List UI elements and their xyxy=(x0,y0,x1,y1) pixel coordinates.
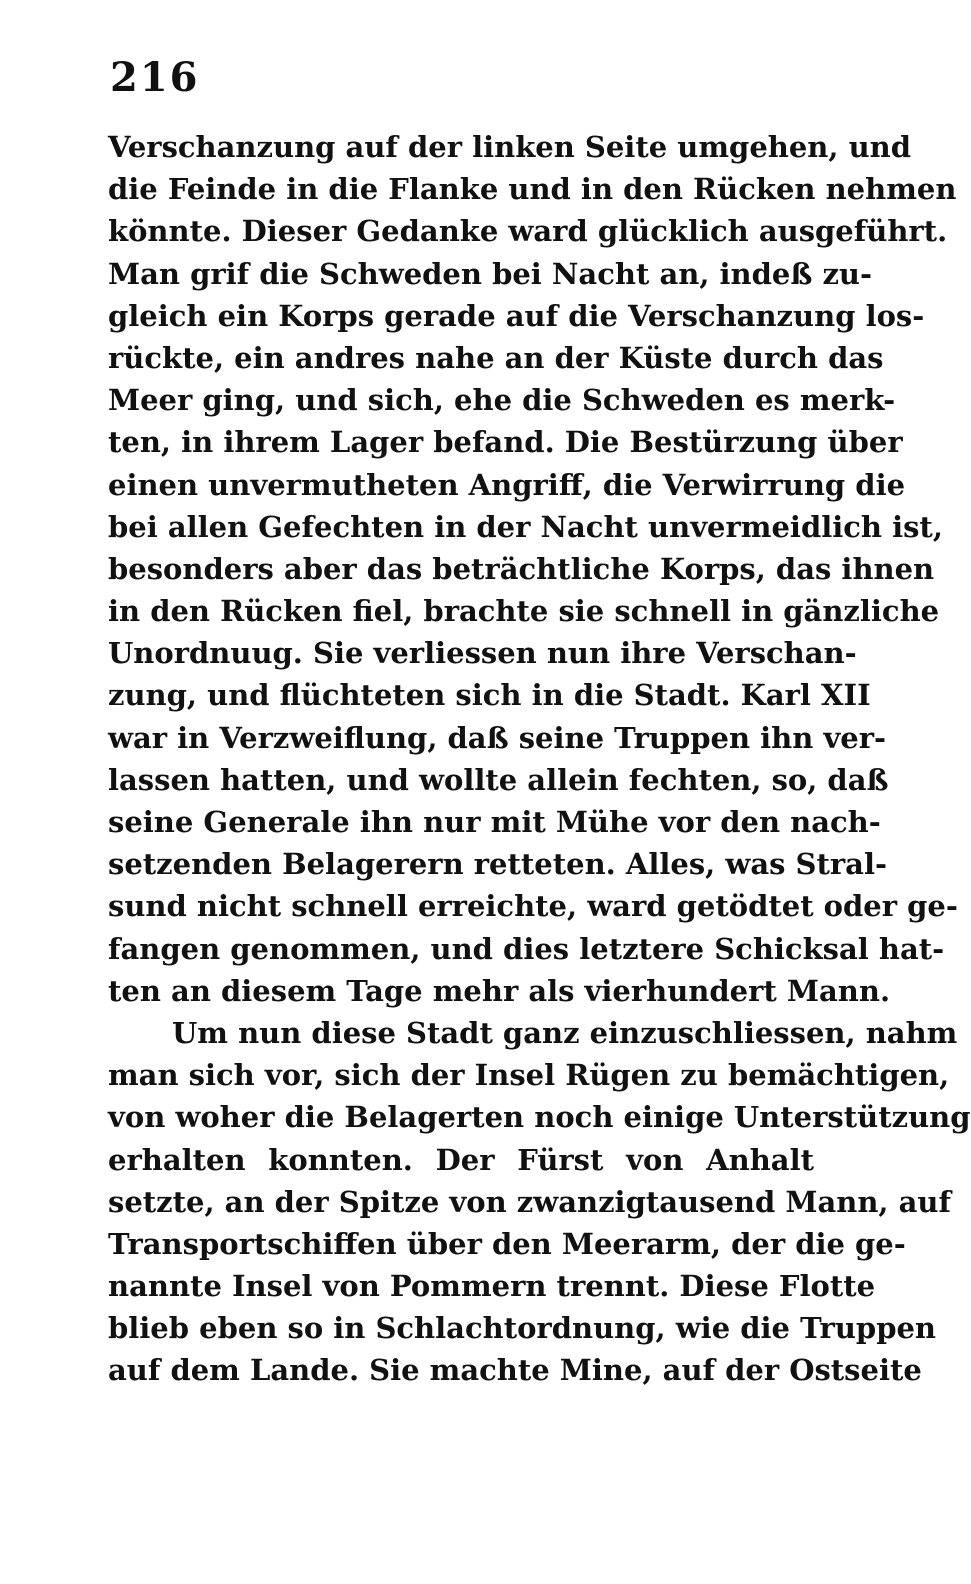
text-line: setzenden Belagerern retteten. Alles, was Stral- xyxy=(108,847,888,882)
text-line: nannte Insel von Pommern trennt. Diese Flotte xyxy=(108,1269,876,1304)
text-line: blieb eben so in Schlachtordnung, wie die Truppen xyxy=(108,1311,937,1346)
text-line: fangen genommen, und dies letztere Schicksal hat- xyxy=(108,931,945,966)
text-line: auf dem Lande. Sie machte Mine, auf der Ostseite xyxy=(108,1353,922,1388)
text-line: erhalten konnten. Der Fürst von Anhalt xyxy=(108,1142,814,1177)
text-line: in den Rücken fiel, brachte sie schnell in gänzliche xyxy=(108,594,940,629)
text-line: ten, in ihrem Lager befand. Die Bestürzung über xyxy=(108,425,903,460)
text-line: einen unvermutheten Angriff, die Verwirrung die xyxy=(108,467,906,502)
text-line: die Feinde in die Flanke und in den Rücken nehmen xyxy=(108,172,957,207)
text-line: rückte, ein andres nahe an der Küste durch das xyxy=(108,340,884,375)
text-line: Verschanzung auf der linken Seite umgehen, und xyxy=(108,130,912,164)
text-line: besonders aber das beträchtliche Korps, das ihnen xyxy=(108,551,935,586)
text-line: Unordnuug. Sie verliessen nun ihre Verschan- xyxy=(108,636,857,671)
text-line: bei allen Gefechten in der Nacht unvermeidlich ist, xyxy=(108,509,943,544)
text-line: sund nicht schnell erreichte, ward getödtet oder ge- xyxy=(108,889,958,924)
text-line: setzte, an der Spitze von zwanzigtausend Mann, auf xyxy=(108,1184,951,1219)
text-line: ten an diesem Tage mehr als vierhundert Mann. xyxy=(108,973,891,1008)
text-line: man sich vor, sich der Insel Rügen zu bemächtigen, xyxy=(108,1058,950,1093)
text-line: war in Verzweiflung, daß seine Truppen ihn ver- xyxy=(108,720,887,755)
paragraph-1 xyxy=(108,126,958,1012)
paragraph-2 xyxy=(108,1012,971,1392)
text-line: zung, und flüchteten sich in die Stadt. Karl XII xyxy=(108,678,871,713)
text-line: seine Generale ihn nur mit Mühe vor den nach- xyxy=(108,805,881,839)
text-line: von woher die Belagerten noch einige Unterstützung xyxy=(108,1100,971,1135)
text-line: lassen hatten, und wollte allein fechten, so, daß xyxy=(108,762,889,797)
body-text xyxy=(108,126,971,1392)
text-line: gleich ein Korps gerade auf die Verschanzung los- xyxy=(108,298,925,333)
page-number: 216 xyxy=(110,54,200,101)
text-line: Meer ging, und sich, ehe die Schweden es merk- xyxy=(108,383,896,418)
text-line: Man grif die Schweden bei Nacht an, indeß zu- xyxy=(108,256,873,291)
text-line: könnte. Dieser Gedanke ward glücklich ausgeführt. xyxy=(108,214,948,249)
text-line: Transportschiffen über den Meerarm, der die ge- xyxy=(108,1226,906,1261)
text-line: Um nun diese Stadt ganz einzuschliessen, nahm xyxy=(172,1015,958,1050)
